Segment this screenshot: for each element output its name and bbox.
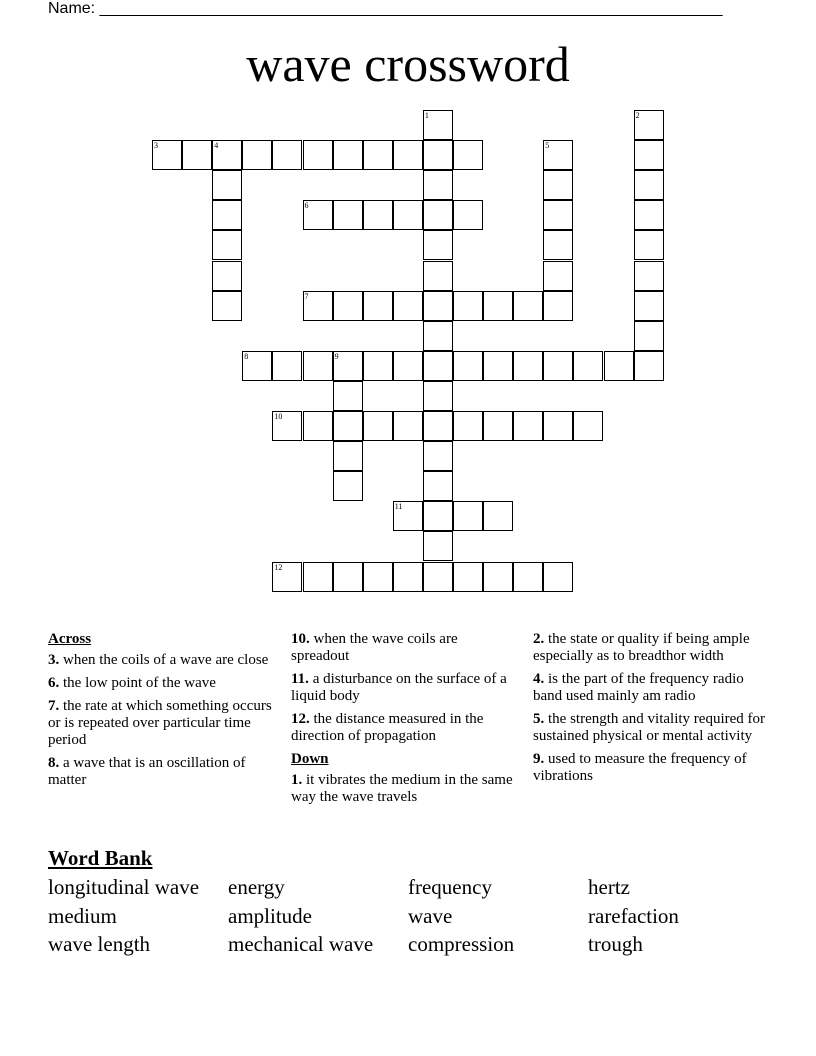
crossword-cell[interactable] bbox=[634, 321, 664, 351]
crossword-cell[interactable] bbox=[333, 291, 363, 321]
clue-number: 4 bbox=[214, 141, 219, 151]
crossword-cell[interactable] bbox=[363, 562, 393, 592]
crossword-cell[interactable] bbox=[483, 501, 513, 531]
clue-number: 1 bbox=[424, 111, 429, 120]
crossword-cell[interactable] bbox=[634, 200, 664, 230]
crossword-cell[interactable] bbox=[303, 562, 333, 592]
clue-number: 3 bbox=[154, 141, 158, 151]
crossword-cell[interactable] bbox=[423, 471, 453, 501]
word-bank-item: trough bbox=[588, 932, 643, 956]
crossword-cell[interactable] bbox=[212, 140, 242, 170]
crossword-cell[interactable] bbox=[423, 351, 453, 381]
crossword-cell[interactable] bbox=[393, 411, 423, 441]
crossword-cell[interactable] bbox=[573, 351, 603, 381]
down-clue-9: 9. used to measure the frequency of vibrations bbox=[533, 751, 747, 784]
crossword-cell[interactable] bbox=[363, 291, 393, 321]
crossword-cell[interactable] bbox=[333, 441, 363, 471]
crossword-cell[interactable] bbox=[543, 351, 573, 381]
page-title: wave crossword bbox=[246, 36, 570, 92]
word-bank-item: medium bbox=[48, 903, 117, 928]
clues-column-1 bbox=[48, 631, 274, 795]
word-bank-item: hertz bbox=[588, 875, 630, 899]
crossword-cell[interactable] bbox=[333, 562, 363, 592]
crossword-cell[interactable] bbox=[242, 351, 272, 381]
word-bank-item: mechanical wave bbox=[228, 932, 374, 956]
crossword-cell[interactable] bbox=[423, 170, 453, 200]
crossword-cell[interactable] bbox=[423, 230, 453, 260]
crossword-cell[interactable] bbox=[453, 351, 483, 381]
crossword-cell[interactable] bbox=[423, 441, 453, 471]
crossword-cell[interactable] bbox=[212, 291, 242, 321]
crossword-cell[interactable] bbox=[333, 411, 363, 441]
clue-number: 11 bbox=[394, 502, 403, 512]
across-clue-7: 7. the rate at which something occurs or is repeated over particular time period bbox=[48, 698, 272, 748]
clue-number: 10 bbox=[274, 412, 283, 421]
word-bank-item: wave length bbox=[48, 932, 151, 956]
crossword-cell[interactable] bbox=[423, 411, 453, 441]
crossword-cell[interactable] bbox=[453, 291, 483, 321]
across-clue-3: 3. when the coils of a wave are close bbox=[48, 652, 269, 668]
word-bank-item: amplitude bbox=[228, 903, 312, 928]
word-bank-item: rarefaction bbox=[588, 903, 679, 928]
crossword-cell[interactable] bbox=[303, 140, 333, 170]
word-bank bbox=[48, 873, 768, 959]
down-clue-2: 2. the state or quality if being ample especially as to breadthor width bbox=[533, 631, 750, 664]
crossword-cell[interactable] bbox=[543, 562, 573, 592]
crossword-cell[interactable] bbox=[634, 291, 664, 321]
crossword-cell[interactable] bbox=[303, 291, 333, 321]
across-heading: Across bbox=[48, 631, 92, 647]
crossword-cell[interactable] bbox=[423, 140, 453, 170]
word-bank-item: wave bbox=[408, 903, 453, 928]
crossword-cell[interactable] bbox=[423, 261, 453, 291]
down-clue-5: 5. the strength and vitality required for sustained physical or mental activity bbox=[533, 711, 766, 744]
crossword-cell[interactable] bbox=[242, 140, 272, 170]
word-bank-item: longitudinal wave bbox=[48, 875, 200, 899]
crossword-cell[interactable] bbox=[483, 562, 513, 592]
crossword-cell[interactable] bbox=[513, 562, 543, 592]
word-bank-item: frequency bbox=[408, 875, 492, 899]
crossword-cell[interactable] bbox=[543, 291, 573, 321]
crossword-cell[interactable] bbox=[333, 471, 363, 501]
crossword-cell[interactable] bbox=[423, 381, 453, 411]
clue-number: 7 bbox=[304, 291, 309, 301]
crossword-cell[interactable] bbox=[634, 261, 664, 291]
crossword-cell[interactable] bbox=[543, 140, 573, 170]
crossword-cell[interactable] bbox=[333, 140, 363, 170]
clue-number: 6 bbox=[304, 201, 309, 211]
crossword-cell[interactable] bbox=[303, 411, 333, 441]
crossword-cell[interactable] bbox=[573, 411, 603, 441]
crossword-cell[interactable] bbox=[543, 411, 573, 441]
crossword-cell[interactable] bbox=[363, 351, 393, 381]
crossword-cell[interactable] bbox=[634, 230, 664, 260]
crossword-cell[interactable] bbox=[453, 562, 483, 592]
crossword-cell[interactable] bbox=[634, 140, 664, 170]
name-field-label[interactable]: Name: ______________________________________________________________________ bbox=[48, 0, 723, 17]
crossword-cell[interactable] bbox=[212, 170, 242, 200]
crossword-cell[interactable] bbox=[333, 351, 363, 381]
crossword-cell[interactable] bbox=[634, 351, 664, 381]
crossword-cell[interactable] bbox=[212, 200, 242, 230]
clue-number: 5 bbox=[545, 141, 550, 151]
crossword-cell[interactable] bbox=[303, 200, 333, 230]
clue-number: 2 bbox=[635, 111, 640, 120]
crossword-cell[interactable] bbox=[423, 321, 453, 351]
across-clue-10: 10. when the wave coils are spreadout bbox=[291, 631, 458, 664]
crossword-cell[interactable] bbox=[483, 291, 513, 321]
clue-number: 9 bbox=[334, 351, 339, 361]
clue-number: 8 bbox=[244, 351, 249, 361]
across-clue-11: 11. a disturbance on the surface of a liquid body bbox=[291, 671, 507, 704]
crossword-cell[interactable] bbox=[634, 170, 664, 200]
clues-column-2 bbox=[291, 631, 517, 812]
clues-column-3 bbox=[533, 631, 773, 791]
crossword-cell[interactable] bbox=[483, 351, 513, 381]
crossword-cell[interactable] bbox=[393, 351, 423, 381]
crossword-cell[interactable] bbox=[272, 411, 302, 441]
crossword-cell[interactable] bbox=[272, 140, 302, 170]
crossword-cell[interactable] bbox=[363, 200, 393, 230]
crossword-cell[interactable] bbox=[423, 200, 453, 230]
crossword-cell[interactable] bbox=[212, 261, 242, 291]
crossword-cell[interactable] bbox=[513, 351, 543, 381]
crossword-cell[interactable] bbox=[513, 291, 543, 321]
crossword-cell[interactable] bbox=[393, 140, 423, 170]
crossword-cell[interactable] bbox=[393, 562, 423, 592]
crossword-cell[interactable] bbox=[393, 200, 423, 230]
crossword-cell[interactable] bbox=[333, 381, 363, 411]
crossword-cell[interactable] bbox=[634, 110, 664, 140]
crossword-cell[interactable] bbox=[152, 140, 182, 170]
crossword-cell[interactable] bbox=[182, 140, 212, 170]
crossword-cell[interactable] bbox=[453, 200, 483, 230]
crossword-cell[interactable] bbox=[453, 411, 483, 441]
crossword-cell[interactable] bbox=[423, 110, 453, 140]
word-bank-item: energy bbox=[228, 875, 285, 899]
down-heading: Down bbox=[291, 751, 329, 767]
crossword-cell[interactable] bbox=[513, 411, 543, 441]
word-bank-item: compression bbox=[408, 932, 515, 956]
crossword-cell[interactable] bbox=[272, 351, 302, 381]
crossword-cell[interactable] bbox=[363, 140, 393, 170]
crossword-cell[interactable] bbox=[423, 291, 453, 321]
across-clue-8: 8. a wave that is an oscillation of matter bbox=[48, 755, 246, 788]
down-clue-1: 1. it vibrates the medium in the same way the wave travels bbox=[291, 772, 513, 805]
crossword-cell[interactable] bbox=[423, 562, 453, 592]
crossword-cell[interactable] bbox=[423, 501, 453, 531]
crossword-cell[interactable] bbox=[212, 230, 242, 260]
crossword-cell[interactable] bbox=[303, 351, 333, 381]
crossword-cell[interactable] bbox=[393, 501, 423, 531]
crossword-cell[interactable] bbox=[543, 230, 573, 260]
crossword-cell[interactable] bbox=[363, 411, 393, 441]
down-clue-4: 4. is the part of the frequency radio band used mainly am radio bbox=[533, 671, 744, 704]
word-bank-title: Word Bank bbox=[48, 846, 153, 870]
crossword-cell[interactable] bbox=[423, 531, 453, 561]
crossword-cell[interactable] bbox=[604, 351, 634, 381]
crossword-cell[interactable] bbox=[543, 170, 573, 200]
crossword-cell[interactable] bbox=[483, 411, 513, 441]
crossword-cell[interactable] bbox=[453, 140, 483, 170]
across-clue-6: 6. the low point of the wave bbox=[48, 675, 216, 691]
crossword-cell[interactable] bbox=[453, 501, 483, 531]
crossword-cell[interactable] bbox=[393, 291, 423, 321]
across-clue-12: 12. the distance measured in the direction of propagation bbox=[291, 711, 484, 744]
clue-number: 12 bbox=[274, 562, 283, 572]
crossword-cell[interactable] bbox=[543, 200, 573, 230]
crossword-cell[interactable] bbox=[333, 200, 363, 230]
crossword-cell[interactable] bbox=[272, 562, 302, 592]
crossword-cell[interactable] bbox=[543, 261, 573, 291]
